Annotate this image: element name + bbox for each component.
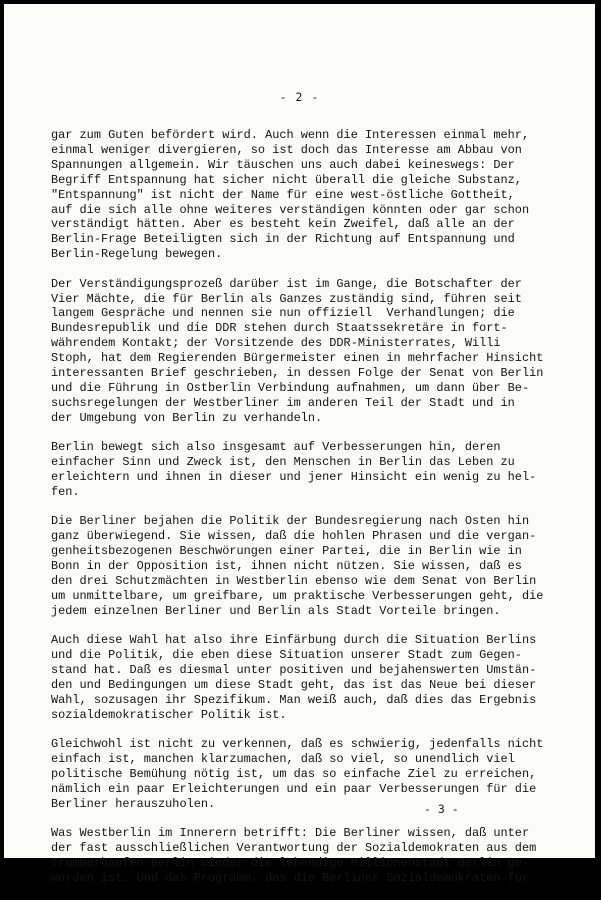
text-line: Begriff Entspannung hat sicher nicht überall die gleiche Substanz, [51, 172, 522, 187]
text-line: und die Politik, die eben diese Situation unserer Stadt zum Gegen- [51, 648, 522, 663]
text-line: Gleichwohl ist nicht zu verkennen, daß es schwierig, jedenfalls nicht [51, 737, 544, 752]
document-body [51, 128, 571, 900]
paragraph [51, 277, 571, 426]
text-line: fen. [51, 484, 80, 499]
paragraph [51, 440, 571, 500]
text-line: einfacher Sinn und Zweck ist, den Menschen in Berlin das Leben zu [51, 455, 515, 470]
page-number-header: - 2 - [279, 90, 320, 104]
text-line: langem Gespräche und nennen sie nun offiziell Verhandlungen; die [51, 306, 515, 321]
text-line: stand hat. Daß es diesmal unter positiven und bejahenswerten Umstän- [51, 663, 537, 677]
text-line: Stoph, hat dem Regierenden Bürgermeister einen in mehrfacher Hinsicht [51, 351, 544, 366]
paragraph [51, 633, 571, 722]
text-line: Trümmerhaufen Berlin wieder die lebendige Millionenstadt Berlin ge- [51, 855, 530, 870]
text-line: politische Bemühung nötig ist, um das so einfache Ziel zu erreichen, [51, 766, 537, 781]
text-line: erleichtern und ihnen in dieser und jener Hinsicht ein wenig zu hel- [51, 470, 537, 485]
text-line: auf die sich alle ohne weiteres verständigen könnten oder gar schon [51, 202, 530, 217]
text-line: Berlin bewegt sich also insgesamt auf Verbesserungen hin, deren [51, 440, 501, 455]
text-line: genheitsbezogenen Beschwörungen einer Partei, die in Berlin wie in [51, 544, 522, 559]
page-number-footer: - 3 - [424, 802, 459, 816]
text-line: jedem einzelnen Berliner und Berlin als Stadt Vorteile bringen. [51, 603, 501, 618]
text-line: Vier Mächte, die für Berlin als Ganzes zuständig sind, führen seit [51, 291, 522, 306]
text-line: worden ist. Und das Programm, das die Berliner Sozialdemokraten für [51, 870, 530, 885]
text-line: einmal weniger divergieren, so ist doch das Interesse am Abbau von [51, 142, 522, 157]
text-line: den drei Schutzmächten in Westberlin ebenso wie dem Senat von Berlin [51, 573, 537, 588]
text-line: um unmittelbare, um greifbare, um praktische Verbesserungen geht, die [51, 588, 544, 603]
paragraph [51, 737, 571, 812]
text-line: Berliner herauszuholen. [51, 796, 216, 811]
text-line: Spannungen allgemein. Wir täuschen uns auch dabei keineswegs: Der [51, 157, 515, 172]
text-line: nämlich ein paar Erleichterungen und ein paar Verbesserungen für die [51, 781, 537, 796]
text-line: suchsregelungen der Westberliner im anderen Teil der Stadt und in [51, 395, 515, 410]
text-line: der Umgebung von Berlin zu verhandeln. [51, 410, 323, 425]
paragraph [51, 826, 571, 886]
paragraph [51, 514, 571, 618]
text-line: gar zum Guten befördert wird. Auch wenn die Interessen einmal mehr, [51, 128, 530, 142]
text-line: sozialdemokratischer Politik ist. [51, 707, 287, 722]
text-line: "Entspannung" ist nicht der Name für eine west-östliche Gottheit, [51, 187, 515, 202]
text-line: und die Führung in Ostberlin Verbindung aufnahmen, um dann über Be- [51, 381, 530, 395]
text-line: Bonn in der Opposition ist, ihnen nicht nützen. Sie wissen, daß es [51, 559, 522, 574]
text-line: verständigt hätten. Aber es besteht kein Zweifel, daß alle an der [51, 217, 515, 232]
text-line: interessanten Brief geschrieben, in dessen Folge der Senat von Berlin [51, 366, 544, 381]
text-line: Was Westberlin im Innerern betrifft: Die Berliner wissen, daß unter [51, 826, 530, 841]
text-line: Berlin-Regelung bewegen. [51, 247, 223, 262]
text-line: einfach ist, manchen klarzumachen, daß so viel, so unendlich viel [51, 752, 515, 767]
text-line: ganz überwiegend. Sie wissen, daß die hohlen Phrasen und die vergan- [51, 529, 537, 544]
text-line: den und Bedingungen um diese Stadt geht, das ist das Neue bei dieser [51, 677, 537, 692]
paragraph [51, 128, 571, 262]
text-line: Der Verständigungsprozeß darüber ist im Gange, die Botschafter der [51, 276, 522, 291]
text-line: Bundesrepublik und die DDR stehen durch Staatssekretäre in fort- [51, 321, 508, 336]
text-line: Wahl, sozusagen ihr Spezifikum. Man weiß auch, daß dies das Ergebnis [51, 692, 537, 707]
text-line: Die Berliner bejahen die Politik der Bundesregierung nach Osten hin [51, 514, 530, 529]
text-line: Auch diese Wahl hat also ihre Einfärbung durch die Situation Berlins [51, 633, 537, 648]
text-line: währendem Kontakt; der Vorsitzende des DDR-Ministerrates, Willi [51, 336, 501, 351]
document-page [4, 4, 595, 885]
text-line: Berlin-Frage Beteiligten sich in der Richtung auf Entspannung und [51, 232, 515, 247]
text-line: der fast ausschließlichen Verantwortung der Sozialdemokraten aus dem [51, 841, 537, 856]
